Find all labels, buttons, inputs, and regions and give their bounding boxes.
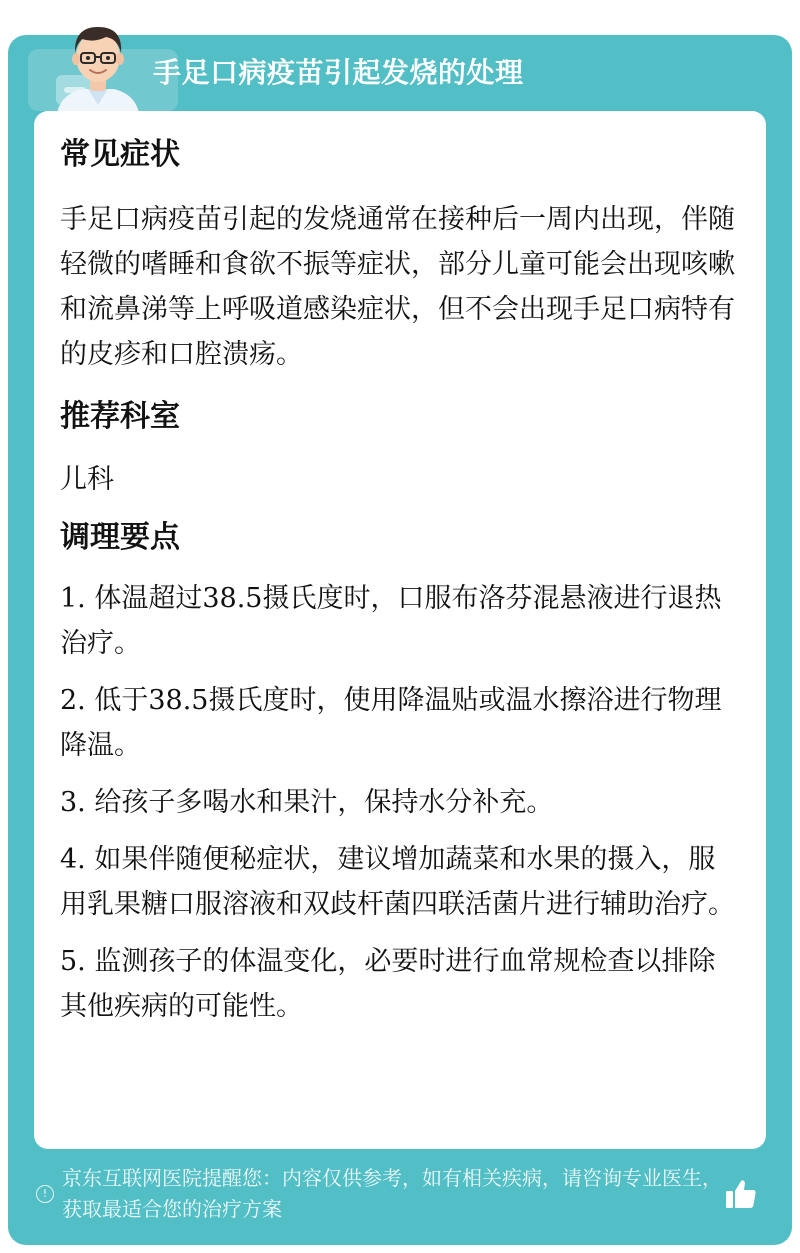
section-heading-department: 推荐科室 [60,399,180,434]
footer-disclaimer: 京东互联网医院提醒您：内容仅供参考，如有相关疾病，请咨询专业医生，获取最适合您的治疗方案 [62,1166,722,1221]
answer-frame [8,35,792,1245]
content [60,111,740,1029]
care-item-2: 2. 低于38.5摄氏度时，使用降温贴或温水擦浴进行物理降温。 [60,685,722,761]
doctor-avatar [48,9,148,119]
section-heading-care: 调理要点 [60,520,180,555]
section-body-department: 儿科 [60,464,114,495]
page-title: 手足口病疫苗引起发烧的处理 [153,56,524,89]
footer [34,1163,766,1227]
care-item-3: 3. 给孩子多喝水和果汁，保持水分补充。 [60,787,554,818]
section-heading-symptoms: 常见症状 [60,137,180,172]
care-item-5: 5. 监测孩子的体温变化，必要时进行血常规检查以排除其他疾病的可能性。 [60,946,716,1022]
info-icon: ! [36,1185,54,1203]
thumbs-up-icon[interactable] [724,1177,758,1211]
care-item-1: 1. 体温超过38.5摄氏度时，口服布洛芬混悬液进行退热治疗。 [60,583,722,659]
content-card [34,111,766,1149]
care-item-4: 4. 如果伴随便秘症状，建议增加蔬菜和水果的摄入，服用乳果糖口服溶液和双歧杆菌四联活菌片进行辅助治疗。 [60,844,735,920]
section-body-symptoms: 手足口病疫苗引起的发烧通常在接种后一周内出现，伴随轻微的嗜睡和食欲不振等症状，部分儿童可能会出现咳嗽和流鼻涕等上呼吸道感染症状，但不会出现手足口病特有的皮疹和口腔溃疡。 [60,204,735,370]
